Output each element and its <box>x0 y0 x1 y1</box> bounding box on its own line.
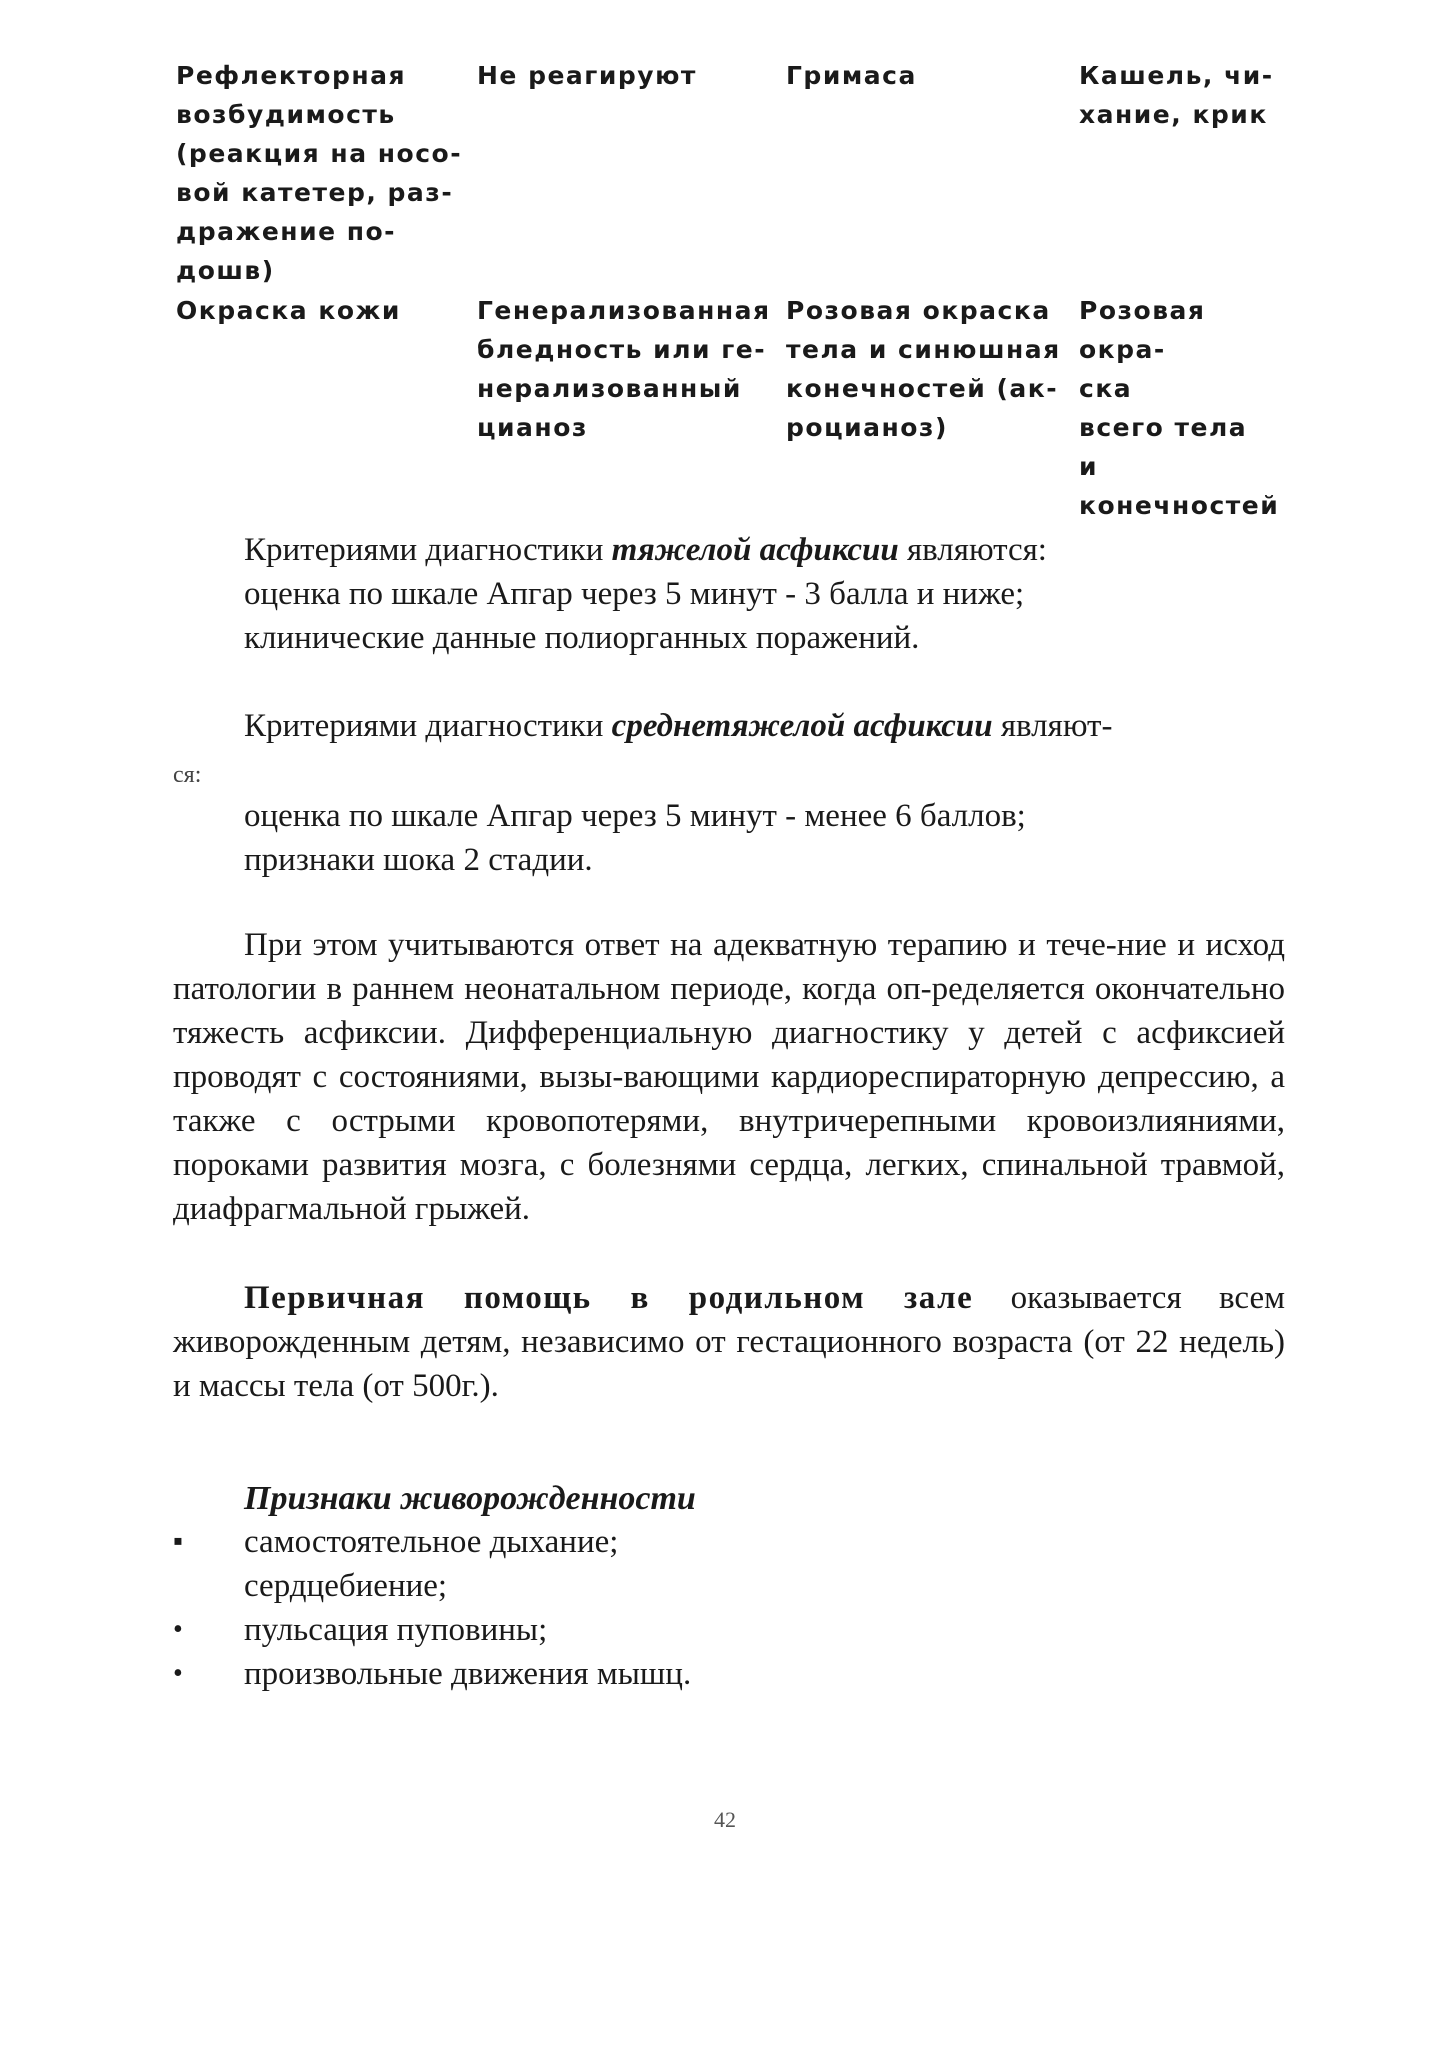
list-item-text: сердцебиение; <box>244 1568 448 1604</box>
score-1-cell: Розовая окраска тела и синюшная конечностей (ак- роцианоз) <box>786 296 1061 442</box>
criteria-item: признаки шока 2 стадии. <box>244 842 593 878</box>
score-0-cell: Генерализованная бледность или ге- нерализованный цианоз <box>477 296 771 442</box>
table-row <box>176 56 1286 291</box>
live-birth-signs-heading: Признаки живорожденности <box>244 1480 696 1517</box>
list-item-text: пульсация пуповины; <box>244 1612 548 1648</box>
criteria-term: тяжелой асфиксии <box>611 532 899 568</box>
score-0-cell: Не реагируют <box>477 61 697 90</box>
criteria-tail: являются: <box>898 532 1047 568</box>
criteria-tail: являют- <box>992 708 1113 744</box>
criterion-cell: Рефлекторная возбудимость (реакция на носо- вой катетер, раз- дражение по- дошв) <box>176 61 463 285</box>
criteria-item: клинические данные полиорганных поражений. <box>244 620 920 656</box>
primary-care-rest: оказывается всем живорожденным детям, независимо от гестационного возраста (от 22 недель) и массы тела (от 500г.). <box>173 1280 1285 1404</box>
score-1-cell: Гримаса <box>786 61 917 90</box>
severe-asphyxia-criteria <box>244 528 1304 660</box>
differential-diagnosis-paragraph: При этом учитываются ответ на адекватную терапию и тече-ние и исход патологии в раннем неонатальном периоде, когда оп-ределяется окончательно тяжесть асфиксии. Дифференциальную диагностику у детей с асфиксией проводят с состояниями, вызы-вающими кардиореспираторную депрессию, а также с острыми кровопотерями, внутричерепными кровоизлияниями, пороками развития мозга, с болезнями сердца, легких, спинальной травмой, диафрагмальной грыжей. <box>173 927 1285 1227</box>
criteria-heading-line <box>244 704 1304 748</box>
criteria-intro: Критериями диагностики <box>244 532 612 568</box>
score-2-cell: Кашель, чи- хание, крик <box>1079 61 1274 129</box>
live-birth-signs-list <box>173 1520 1273 1696</box>
score-2-cell: Розовая окра- ска всего тела и конечностей <box>1079 296 1280 520</box>
criteria-item: оценка по шкале Апгар через 5 минут - менее 6 баллов; <box>244 798 1026 834</box>
apgar-table <box>176 56 1286 520</box>
criteria-heading-line <box>244 528 1304 572</box>
page-number: 42 <box>714 1807 736 1832</box>
criteria-term: среднетяжелой асфиксии <box>611 708 993 744</box>
bullet-icon: • <box>173 1658 183 1689</box>
criterion-cell: Окраска кожи <box>176 296 401 325</box>
list-item-text: самостоятельное дыхание; <box>244 1524 619 1560</box>
criteria-item: оценка по шкале Апгар через 5 минут - 3 балла и ниже; <box>244 576 1025 612</box>
list-item <box>173 1564 1273 1608</box>
criteria-intro: Критериями диагностики <box>244 708 612 744</box>
bullet-icon: • <box>173 1614 183 1645</box>
list-item <box>173 1608 1273 1652</box>
primary-care-paragraph <box>173 1276 1285 1408</box>
hyphen-wrap-fragment: ся: <box>173 762 202 788</box>
list-item-text: произвольные движения мышц. <box>244 1656 692 1692</box>
bullet-icon: ▪ <box>173 1526 183 1557</box>
table-row <box>176 291 1286 520</box>
moderate-asphyxia-criteria <box>244 704 1304 748</box>
primary-care-lead: Первичная помощь в родильном зале <box>244 1280 974 1316</box>
moderate-asphyxia-items <box>244 794 1304 882</box>
list-item <box>173 1520 1273 1564</box>
list-item <box>173 1652 1273 1696</box>
